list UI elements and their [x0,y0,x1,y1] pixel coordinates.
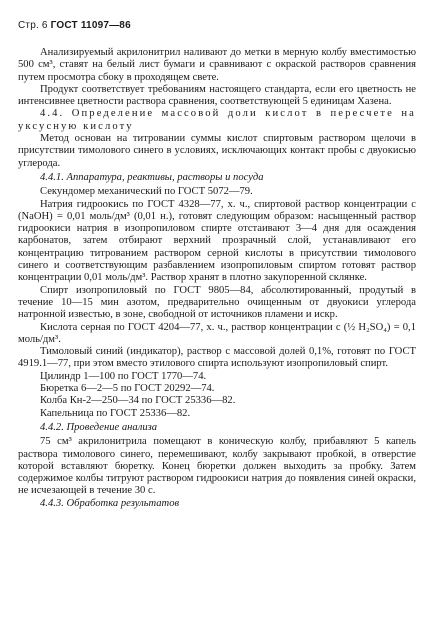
item-flask: Колба Кн-2—250—34 по ГОСТ 25336—82. [40,395,236,407]
item-burette: Бюретка 6—2—5 по ГОСТ 20292—74. [40,383,215,395]
page-label: Стр. 6 [18,20,48,31]
section-heading-4-4-1: 4.4.1. Аппаратура, реактивы, растворы и посуда [40,171,264,183]
section-heading-4-4-3: 4.4.3. Обработка результатов [40,497,180,509]
item-sodium-hydroxide: Натрия гидроокись по ГОСТ 4328—77, х. ч., спиртовой раствор концентрации c (NaOH) = 0,01 моль/дм³ (0,01 н.), готовят следующим образом: насыщенный раствор гидроокиси натрия в изопропиловом спирте отстаивают 3—4 дня для осаждения карбонатов, затем отбирают верхний прозрачный слой, устанавливают его концентрацию титрованием раствором серной кислоты в присутствии тимолового синего и соответствующим разбавлением изопропиловым спиртом готовят раствор концентрации 0,01 моль/дм³. Раствор хранят в плотно закупоренной склянке. [18,198,416,284]
item-cylinder: Цилиндр 1—100 по ГОСТ 1770—74. [40,370,207,382]
paragraph-sample-prep: Анализируемый акрилонитрил наливают до метки в мерную колбу вместимостью 500 см³, ставят на белый лист бумаги и сравнивают с окраской растворов сравнения путем просмотра сбоку в проходящем свете. [18,47,416,83]
section-heading-4-4: 4.4. Определение массовой доли кислот в пересчете на уксусную кислоту [18,108,416,132]
paragraph-analysis: 75 см³ акрилонитрила помещают в коническую колбу, прибавляют 5 капель раствора тимолового синего, перемешивают, колбу закрывают пробкой, в отверстие которой вставляют бюретку. Конец бюретки должен выходить за пробку. Затем содержимое колбы титруют раствором гидроокиси натрия до появления синей окраски, не исчезающей в течение 30 с. [18,436,416,497]
document-id: ГОСТ 11097—86 [50,20,131,31]
item-stopwatch: Секундомер механический по ГОСТ 5072—79. [40,186,253,198]
item-thymol-blue: Тимоловый синий (индикатор), раствор с массовой долей 0,1%, готовят по ГОСТ 4919.1—77, при этом вместо этилового спирта используют изопропиловый спирт. [18,346,416,370]
item-isopropyl-alcohol: Спирт изопропиловый по ГОСТ 9805—84, абсолютированный, продутый в течение 10—15 мин азотом, предварительно очищенным от двуокиси углерода натронной известью, в зоне, свободной от источников пламени и искр. [18,284,416,321]
document-body [18,47,416,510]
item-sulfuric-acid: Кислота серная по ГОСТ 4204—77, х. ч., раствор концентрации c (½ H₂SO₄) = 0,1 моль/дм³. [18,321,416,345]
paragraph-method: Метод основан на титровании суммы кислот спиртовым раствором щелочи в присутствии тимолового синего в условиях, исключающих контакт пробы с двуокисью углерода. [18,133,416,169]
page-header [18,20,131,32]
paragraph-conformity: Продукт соответствует требованиям настоящего стандарта, если его цветность не интенсивнее цветности раствора сравнения, соответствующей 5 единицам Хазена. [18,83,416,108]
item-dropper: Капельница по ГОСТ 25336—82. [40,407,191,419]
section-heading-4-4-2: 4.4.2. Проведение анализа [40,421,158,433]
